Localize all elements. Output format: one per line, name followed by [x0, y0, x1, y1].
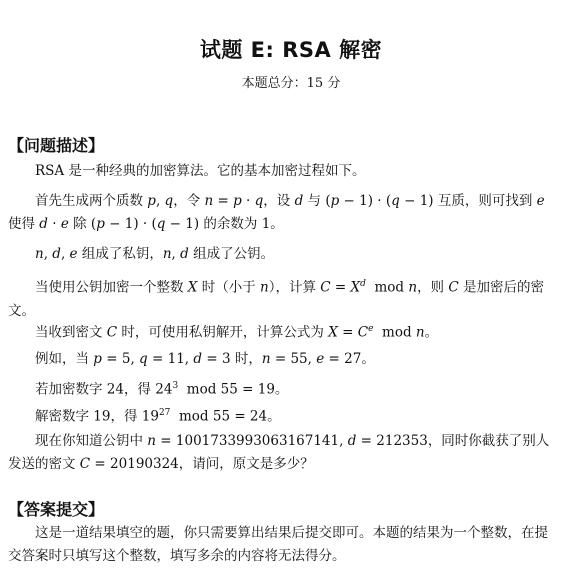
para-encrypt-example: 若加密数字 24，得 $24^3$ mod 55 = 19。 — [35, 381, 289, 398]
para-keygen: 首先生成两个质数 p, q，令 n = p · q，设 d 与 (p − 1) · (q − 1) 互质，则可找到 e 使得 d · e 除 (p − 1) · (q − 1) 的余数为 1。 — [8, 193, 545, 232]
example-n: 55 — [290, 351, 308, 367]
example-d: 3 — [221, 351, 231, 367]
example-q: 11 — [167, 351, 185, 367]
page-title: 试题 E: RSA 解密 — [199, 38, 383, 62]
example-exponent: 27 — [158, 408, 171, 418]
value-n: 1001733993063167141 — [175, 433, 340, 449]
example-message: 24 — [106, 381, 124, 398]
section-heading-problem: 【问题描述】 — [8, 136, 105, 155]
para-encrypt: 当使用公钥加密一个整数 X 时（小于 n），计算 $C = X^d$ mod n，则 C 是加密后的密文。 — [8, 279, 544, 319]
total-score: 本题总分：15 分 — [241, 76, 341, 91]
para-example: 例如，当 p = 5, q = 11, d = 3 时，n = 55, e = 27。 — [35, 351, 375, 367]
example-e: 27 — [344, 351, 362, 367]
para-decrypt: 当收到密文 C 时，可使用私钥解开，计算公式为 $X = C^e$ mod n。 — [35, 324, 439, 341]
para-answer-instructions: 这是一道结果填空的题，你只需要算出结果后提交即可。本题的结果为一个整数，在提交答案时只填写这个整数，填写多余的内容将无法得分。 — [8, 525, 548, 564]
value-c: 20190324 — [110, 456, 179, 472]
example-p: 5 — [121, 351, 131, 367]
para-decrypt-example: 解密数字 19，得 $19^{27}$ mod 55 = 24。 — [35, 408, 281, 425]
value-d: 212353 — [376, 433, 428, 449]
para-intro: RSA 是一种经典的加密算法。它的基本加密过程如下。 — [35, 163, 366, 179]
para-question: 现在你知道公钥中 n = 1001733993063167141, d = 212353，同时你截获了别人发送的密文 C = 20190324，请问，原文是多少？ — [8, 433, 550, 472]
section-heading-answer: 【答案提交】 — [8, 500, 105, 519]
para-keys: n, d, e 组成了私钥，n, d 组成了公钥。 — [35, 246, 275, 262]
example-cipher: 19 — [257, 381, 275, 398]
